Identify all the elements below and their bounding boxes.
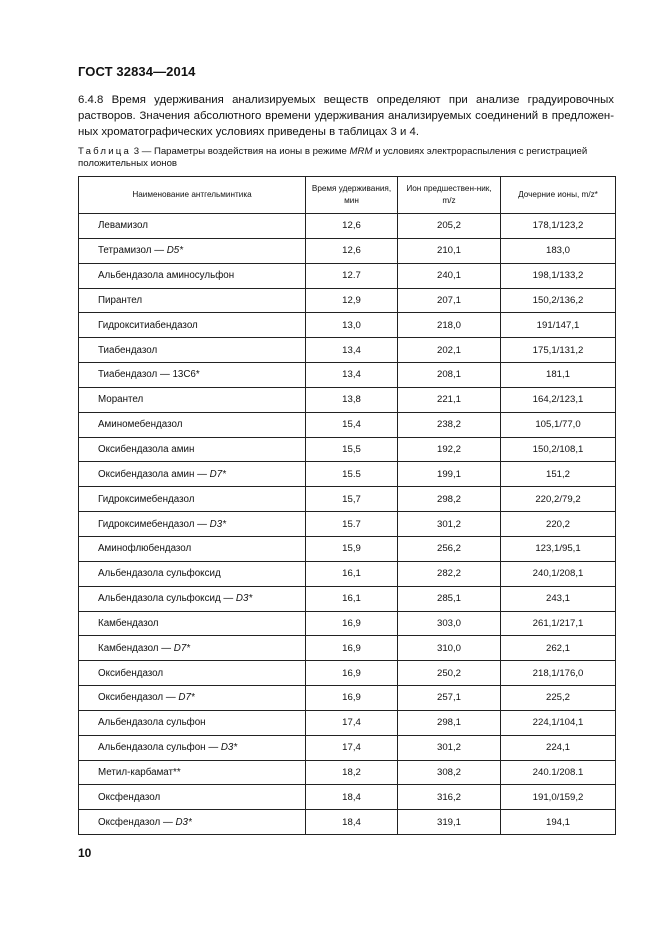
compound-name-text: Оксибендазол — bbox=[98, 692, 179, 704]
caption-number: 3 bbox=[133, 146, 140, 157]
compound-name bbox=[79, 238, 306, 263]
table-row bbox=[79, 810, 616, 835]
compound-name-text: Камбендазол — bbox=[98, 642, 174, 654]
compound-name bbox=[79, 313, 306, 338]
compound-name-text: Альбендазола сульфон — bbox=[98, 742, 221, 754]
compound-name bbox=[79, 810, 306, 835]
retention-time: 13,4 bbox=[306, 363, 398, 388]
compound-name bbox=[79, 561, 306, 586]
precursor-ion: 319,1 bbox=[398, 810, 501, 835]
compound-name bbox=[79, 437, 306, 462]
precursor-ion: 298,2 bbox=[398, 487, 501, 512]
table-body bbox=[79, 214, 616, 835]
compound-name bbox=[79, 363, 306, 388]
precursor-ion: 250,2 bbox=[398, 661, 501, 686]
retention-time: 17,4 bbox=[306, 710, 398, 735]
precursor-ion: 316,2 bbox=[398, 785, 501, 810]
compound-name bbox=[79, 611, 306, 636]
compound-name-text: Аминомебендазол bbox=[98, 419, 183, 431]
compound-name bbox=[79, 214, 306, 239]
compound-name-text: Тетрамизол — bbox=[98, 245, 167, 257]
compound-name-text: Пирантел bbox=[98, 294, 143, 306]
isotope-label: D3* bbox=[209, 518, 227, 530]
table-row bbox=[79, 735, 616, 760]
product-ions: 261,1/217,1 bbox=[501, 611, 616, 636]
retention-time: 15.7 bbox=[306, 512, 398, 537]
product-ions: 243,1 bbox=[501, 586, 616, 611]
retention-time: 16,1 bbox=[306, 561, 398, 586]
isotope-label: D7* bbox=[173, 642, 191, 654]
isotope-label: D7* bbox=[178, 692, 195, 704]
precursor-ion: 208,1 bbox=[398, 363, 501, 388]
table-caption bbox=[78, 146, 618, 170]
compound-name bbox=[79, 387, 306, 412]
caption-text-before: — Параметры воздействия на ионы в режиме bbox=[139, 146, 350, 157]
product-ions: 178,1/123,2 bbox=[501, 214, 616, 239]
compound-name bbox=[79, 536, 306, 561]
retention-time: 18,4 bbox=[306, 810, 398, 835]
table-row bbox=[79, 536, 616, 561]
precursor-ion: 221,1 bbox=[398, 387, 501, 412]
precursor-ion: 218,0 bbox=[398, 313, 501, 338]
table-row bbox=[79, 288, 616, 313]
precursor-ion: 301,2 bbox=[398, 512, 501, 537]
product-ions: 240,1/208,1 bbox=[501, 561, 616, 586]
product-ions: 240.1/208.1 bbox=[501, 760, 616, 785]
compound-name bbox=[79, 512, 306, 537]
precursor-ion: 303,0 bbox=[398, 611, 501, 636]
compound-name-text: Гидроксимебендазол bbox=[98, 493, 195, 505]
retention-time: 12,6 bbox=[306, 214, 398, 239]
table-row bbox=[79, 462, 616, 487]
precursor-ion: 308,2 bbox=[398, 760, 501, 785]
precursor-ion: 192,2 bbox=[398, 437, 501, 462]
compound-name-text: Левамизол bbox=[98, 220, 148, 232]
retention-time: 16,9 bbox=[306, 611, 398, 636]
retention-time: 13,0 bbox=[306, 313, 398, 338]
retention-time: 13,4 bbox=[306, 338, 398, 363]
retention-time: 12.7 bbox=[306, 263, 398, 288]
table-row bbox=[79, 238, 616, 263]
table-row bbox=[79, 412, 616, 437]
retention-time: 18,4 bbox=[306, 785, 398, 810]
table-row bbox=[79, 686, 616, 711]
product-ions: 164,2/123,1 bbox=[501, 387, 616, 412]
retention-time: 12,9 bbox=[306, 288, 398, 313]
compound-name-text: Оксфендазол — bbox=[98, 816, 176, 828]
compound-name bbox=[79, 661, 306, 686]
compound-name bbox=[79, 710, 306, 735]
isotope-label: D5* bbox=[166, 245, 184, 257]
retention-time: 15,4 bbox=[306, 412, 398, 437]
table-row bbox=[79, 512, 616, 537]
paragraph-line: ных хроматографических условиях приведены в таблицах 3 и 4. bbox=[78, 126, 419, 138]
precursor-ion: 207,1 bbox=[398, 288, 501, 313]
compound-name-text: Гидрокситиабендазол bbox=[98, 319, 198, 331]
compound-name bbox=[79, 462, 306, 487]
compound-name-text: Камбендазол bbox=[98, 617, 159, 629]
table-header-row bbox=[79, 177, 616, 214]
compound-name-text: Гидроксимебендазол — bbox=[98, 518, 210, 530]
precursor-ion: 301,2 bbox=[398, 735, 501, 760]
compound-name-text: Альбендазола сульфон bbox=[98, 717, 206, 729]
compound-name-text: Оксфендазол bbox=[98, 791, 161, 803]
compound-name bbox=[79, 487, 306, 512]
compound-name bbox=[79, 636, 306, 661]
precursor-ion: 298,1 bbox=[398, 710, 501, 735]
product-ions: 183,0 bbox=[501, 238, 616, 263]
compound-name-text: Аминофлюбендазол bbox=[98, 543, 192, 555]
table-row bbox=[79, 586, 616, 611]
table-row bbox=[79, 636, 616, 661]
retention-time: 13,8 bbox=[306, 387, 398, 412]
paragraph-line: растворов. Значения абсолютного времени удерживания анализируемых соединений в предложен- bbox=[78, 110, 614, 122]
compound-name bbox=[79, 288, 306, 313]
retention-time: 18,2 bbox=[306, 760, 398, 785]
retention-time: 15,9 bbox=[306, 536, 398, 561]
compound-name-text: Тиабендазол bbox=[98, 344, 158, 356]
caption-mode: MRM bbox=[349, 146, 373, 157]
product-ions: 198,1/133,2 bbox=[501, 263, 616, 288]
header-name: Наименование антгельминтика bbox=[79, 177, 306, 214]
table-row bbox=[79, 313, 616, 338]
product-ions: 150,2/108,1 bbox=[501, 437, 616, 462]
compound-name-text: Альбендазола аминосульфон bbox=[98, 270, 235, 282]
precursor-ion: 199,1 bbox=[398, 462, 501, 487]
caption-label: Таблица bbox=[78, 146, 132, 157]
product-ions: 218,1/176,0 bbox=[501, 661, 616, 686]
product-ions: 220,2 bbox=[501, 512, 616, 537]
compound-name-text: Тиабендазол — 13C6* bbox=[98, 369, 200, 381]
product-ions: 151,2 bbox=[501, 462, 616, 487]
table-row bbox=[79, 611, 616, 636]
retention-time: 15,5 bbox=[306, 437, 398, 462]
product-ions: 181,1 bbox=[501, 363, 616, 388]
table-row bbox=[79, 661, 616, 686]
precursor-ion: 257,1 bbox=[398, 686, 501, 711]
product-ions: 150,2/136,2 bbox=[501, 288, 616, 313]
precursor-ion: 285,1 bbox=[398, 586, 501, 611]
precursor-ion: 238,2 bbox=[398, 412, 501, 437]
header-retention-time: Время удерживания, мин bbox=[306, 177, 398, 214]
compound-name-text: Альбендазола сульфоксид — bbox=[98, 593, 236, 605]
product-ions: 191/147,1 bbox=[501, 313, 616, 338]
precursor-ion: 282,2 bbox=[398, 561, 501, 586]
compound-name bbox=[79, 586, 306, 611]
product-ions: 105,1/77,0 bbox=[501, 412, 616, 437]
compound-name-text: Оксибендазола амин — bbox=[98, 468, 210, 480]
product-ions: 123,1/95,1 bbox=[501, 536, 616, 561]
retention-time: 17,4 bbox=[306, 735, 398, 760]
isotope-label: D3* bbox=[220, 742, 238, 754]
caption-text-after: и условиях электрораспыления с регистрацией положительных ионов bbox=[78, 146, 588, 169]
product-ions: 224,1 bbox=[501, 735, 616, 760]
compound-name bbox=[79, 735, 306, 760]
precursor-ion: 240,1 bbox=[398, 263, 501, 288]
compound-name bbox=[79, 338, 306, 363]
precursor-ion: 205,2 bbox=[398, 214, 501, 239]
compound-name-text: Метил-карбамат** bbox=[98, 766, 181, 778]
paragraph-6-4-8 bbox=[78, 92, 614, 140]
compound-name bbox=[79, 760, 306, 785]
table-row bbox=[79, 387, 616, 412]
page-number: 10 bbox=[78, 846, 92, 860]
product-ions: 191,0/159,2 bbox=[501, 785, 616, 810]
standard-code: ГОСТ 32834—2014 bbox=[78, 64, 196, 79]
product-ions: 175,1/131,2 bbox=[501, 338, 616, 363]
table-row bbox=[79, 214, 616, 239]
table-row bbox=[79, 437, 616, 462]
retention-time: 15.5 bbox=[306, 462, 398, 487]
compound-name bbox=[79, 785, 306, 810]
compound-name-text: Альбендазола сульфоксид bbox=[98, 568, 221, 580]
table-row bbox=[79, 487, 616, 512]
product-ions: 220,2/79,2 bbox=[501, 487, 616, 512]
isotope-label: D3* bbox=[175, 816, 192, 828]
precursor-ion: 202,1 bbox=[398, 338, 501, 363]
product-ions: 225,2 bbox=[501, 686, 616, 711]
precursor-ion: 210,1 bbox=[398, 238, 501, 263]
table-row bbox=[79, 561, 616, 586]
compound-name bbox=[79, 686, 306, 711]
compound-name bbox=[79, 412, 306, 437]
table-row bbox=[79, 710, 616, 735]
table-row bbox=[79, 363, 616, 388]
header-precursor-ion: Ион предшествен-ник, m/z bbox=[398, 177, 501, 214]
compound-name-text: Оксибендазола амин bbox=[98, 444, 195, 456]
precursor-ion: 256,2 bbox=[398, 536, 501, 561]
retention-time: 15,7 bbox=[306, 487, 398, 512]
compound-name-text: Морантел bbox=[98, 394, 144, 406]
retention-time: 16,9 bbox=[306, 661, 398, 686]
table-row bbox=[79, 263, 616, 288]
compound-name-text: Оксибендазол bbox=[98, 667, 164, 679]
compound-name bbox=[79, 263, 306, 288]
parameters-table bbox=[78, 176, 616, 835]
retention-time: 16,9 bbox=[306, 686, 398, 711]
retention-time: 16,1 bbox=[306, 586, 398, 611]
header-product-ions: Дочерние ионы, m/z* bbox=[501, 177, 616, 214]
table-row bbox=[79, 338, 616, 363]
isotope-label: D3* bbox=[235, 593, 253, 605]
product-ions: 262,1 bbox=[501, 636, 616, 661]
retention-time: 12,6 bbox=[306, 238, 398, 263]
table-row bbox=[79, 760, 616, 785]
precursor-ion: 310,0 bbox=[398, 636, 501, 661]
isotope-label: D7* bbox=[209, 468, 226, 480]
product-ions: 224,1/104,1 bbox=[501, 710, 616, 735]
product-ions: 194,1 bbox=[501, 810, 616, 835]
table-row bbox=[79, 785, 616, 810]
paragraph-line: 6.4.8 Время удерживания анализируемых веществ определяют при анализе градуировочных bbox=[78, 94, 614, 106]
retention-time: 16,9 bbox=[306, 636, 398, 661]
